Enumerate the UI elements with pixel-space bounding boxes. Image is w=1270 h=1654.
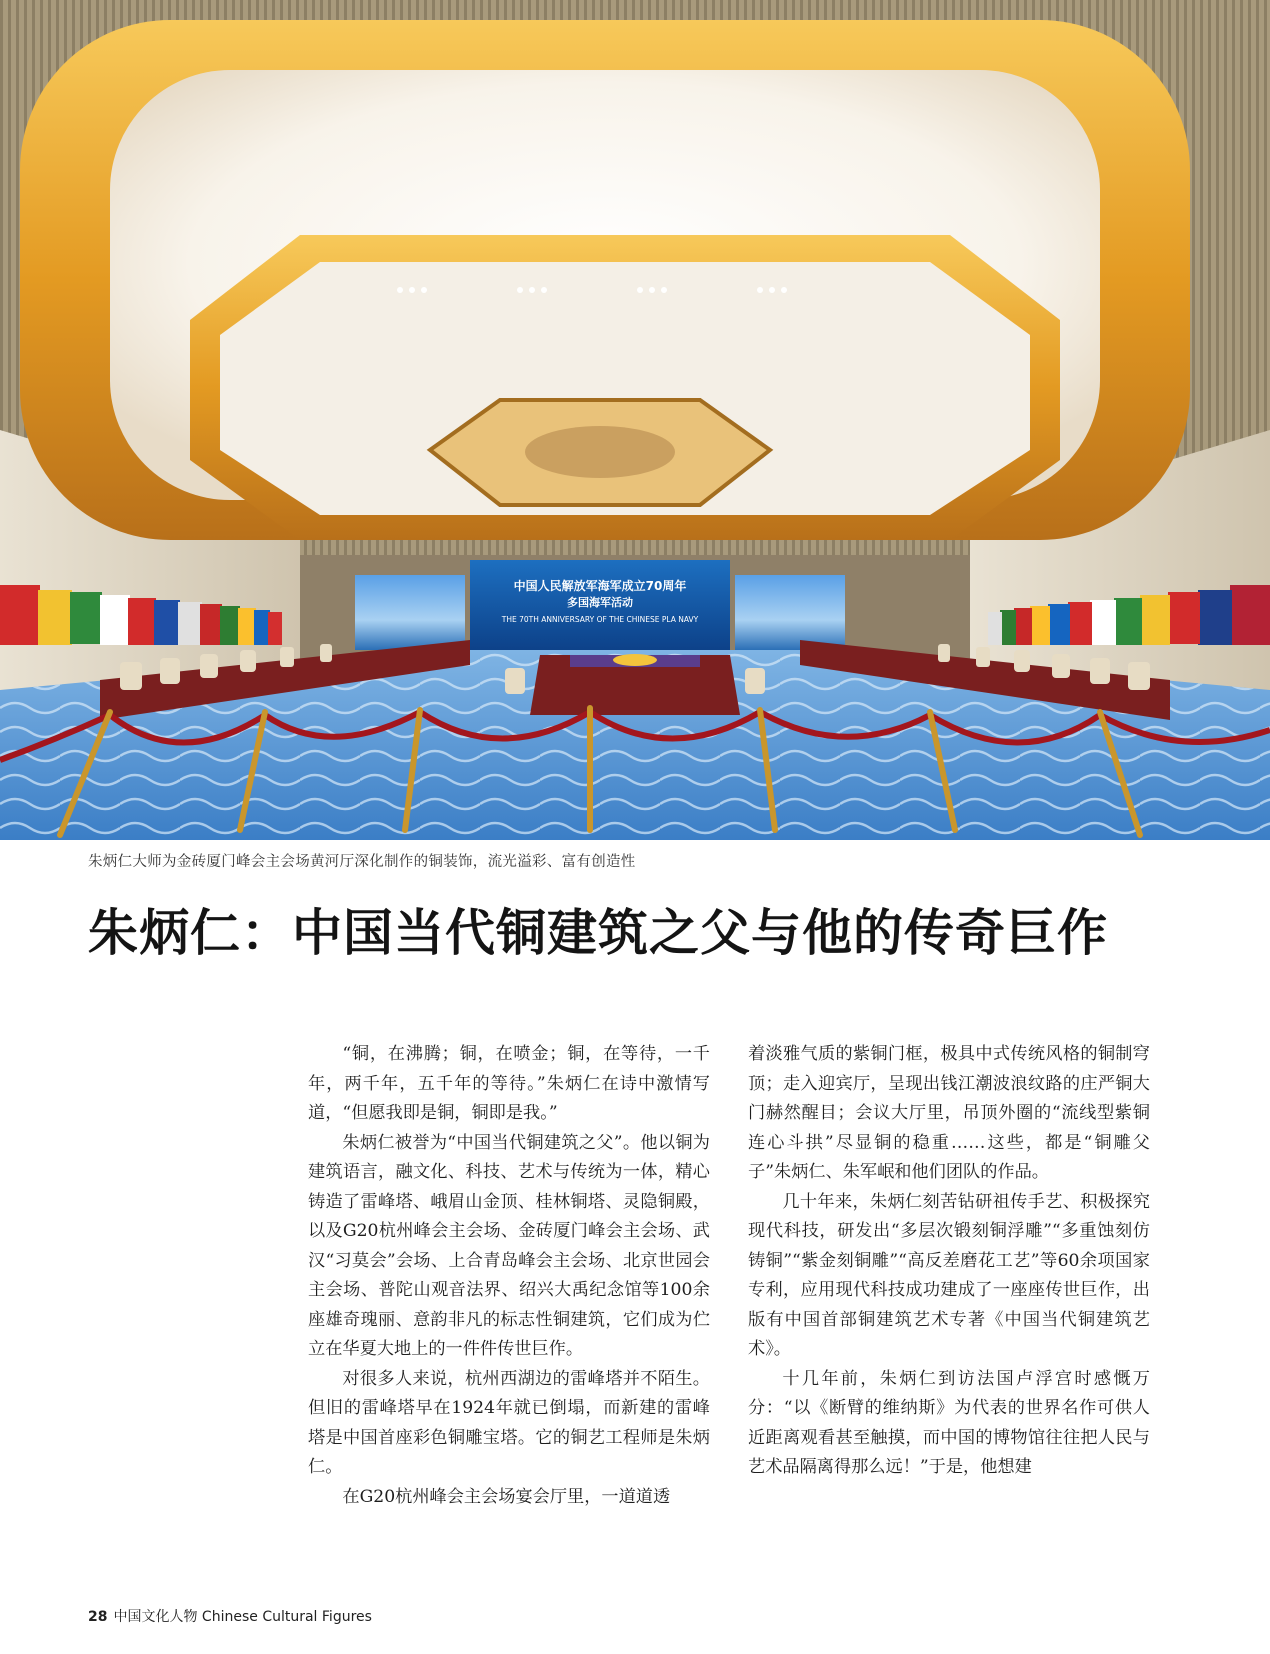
publication-name: 中国文化人物 Chinese Cultural Figures: [113, 1609, 372, 1625]
article-column-left: [308, 1040, 710, 1512]
paragraph: 对很多人来说，杭州西湖边的雷峰塔并不陌生。但旧的雷峰塔早在1924年就已倒塌，而新建的雷峰塔是中国首座彩色铜雕宝塔。它的铜艺工程师是朱炳仁。: [308, 1368, 710, 1477]
paragraph: 朱炳仁被誉为“中国当代铜建筑之父”。他以铜为建筑语言，融文化、科技、艺术与传统为一体，精心铸造了雷峰塔、峨眉山金顶、桂林铜塔、灵隐铜殿，以及G20杭州峰会主会场、金砖厦门峰会主会场、武汉“习莫会”会场、上合青岛峰会主会场、北京世园会主会场、普陀山观音法界、绍兴大禹纪念馆等100余座雄奇瑰丽、意韵非凡的标志性铜建筑，它们成为伫立在华夏大地上的一件件传世巨作。: [308, 1132, 710, 1359]
paragraph: 着淡雅气质的紫铜门框，极具中式传统风格的铜制穹顶；走入迎宾厅，呈现出钱江潮波浪纹路的庄严铜大门赫然醒目；会议大厅里，吊顶外圈的“流线型紫铜连心斗拱”尽显铜的稳重……这些，都是“铜雕父子”朱炳仁、朱军岷和他们团队的作品。: [748, 1044, 1150, 1182]
flower-arrangement: [613, 654, 657, 666]
article-column-right: [748, 1040, 1150, 1483]
screen-subline-cn: 多国海军活动: [567, 596, 633, 609]
photo-caption: 朱炳仁大师为金砖厦门峰会主会场黄河厅深化制作的铜装饰，流光溢彩、富有创造性: [88, 854, 636, 870]
chandelier-center: [525, 426, 675, 478]
page-footer: [88, 1606, 372, 1626]
left-side-screen: [355, 575, 465, 650]
screen-headline-en: THE 70TH ANNIVERSARY OF THE CHINESE PLA NAVY: [501, 615, 699, 624]
paragraph: “铜，在沸腾；铜，在喷金；铜，在等待，一千年，两千年，五千年的等待。”朱炳仁在诗中激情写道，“但愿我即是铜，铜即是我。”: [308, 1044, 710, 1123]
paragraph: 几十年来，朱炳仁刻苦钻研祖传手艺、积极探究现代科技，研发出“多层次锻刻铜浮雕”“多重蚀刻仿铸铜”“紫金刻铜雕”“高反差磨花工艺”等60余项国家专利，应用现代科技成功建成了一座座传世巨作，出版有中国首部铜建筑艺术专著《中国当代铜建筑艺术》。: [748, 1191, 1150, 1359]
paragraph: 在G20杭州峰会主会场宴会厅里，一道道透: [342, 1486, 671, 1507]
article-title: 朱炳仁：中国当代铜建筑之父与他的传奇巨作: [88, 903, 1108, 962]
page-number: 28: [88, 1609, 108, 1625]
right-side-screen: [735, 575, 845, 650]
screen-headline-cn: 中国人民解放军海军成立70周年: [513, 579, 687, 593]
paragraph: 十几年前，朱炳仁到访法国卢浮宫时感慨万分：“以《断臂的维纳斯》为代表的世界名作可供人近距离观看甚至触摸，而中国的博物馆往往把人民与艺术品隔离得那么远！”于是，他想建: [748, 1368, 1150, 1477]
